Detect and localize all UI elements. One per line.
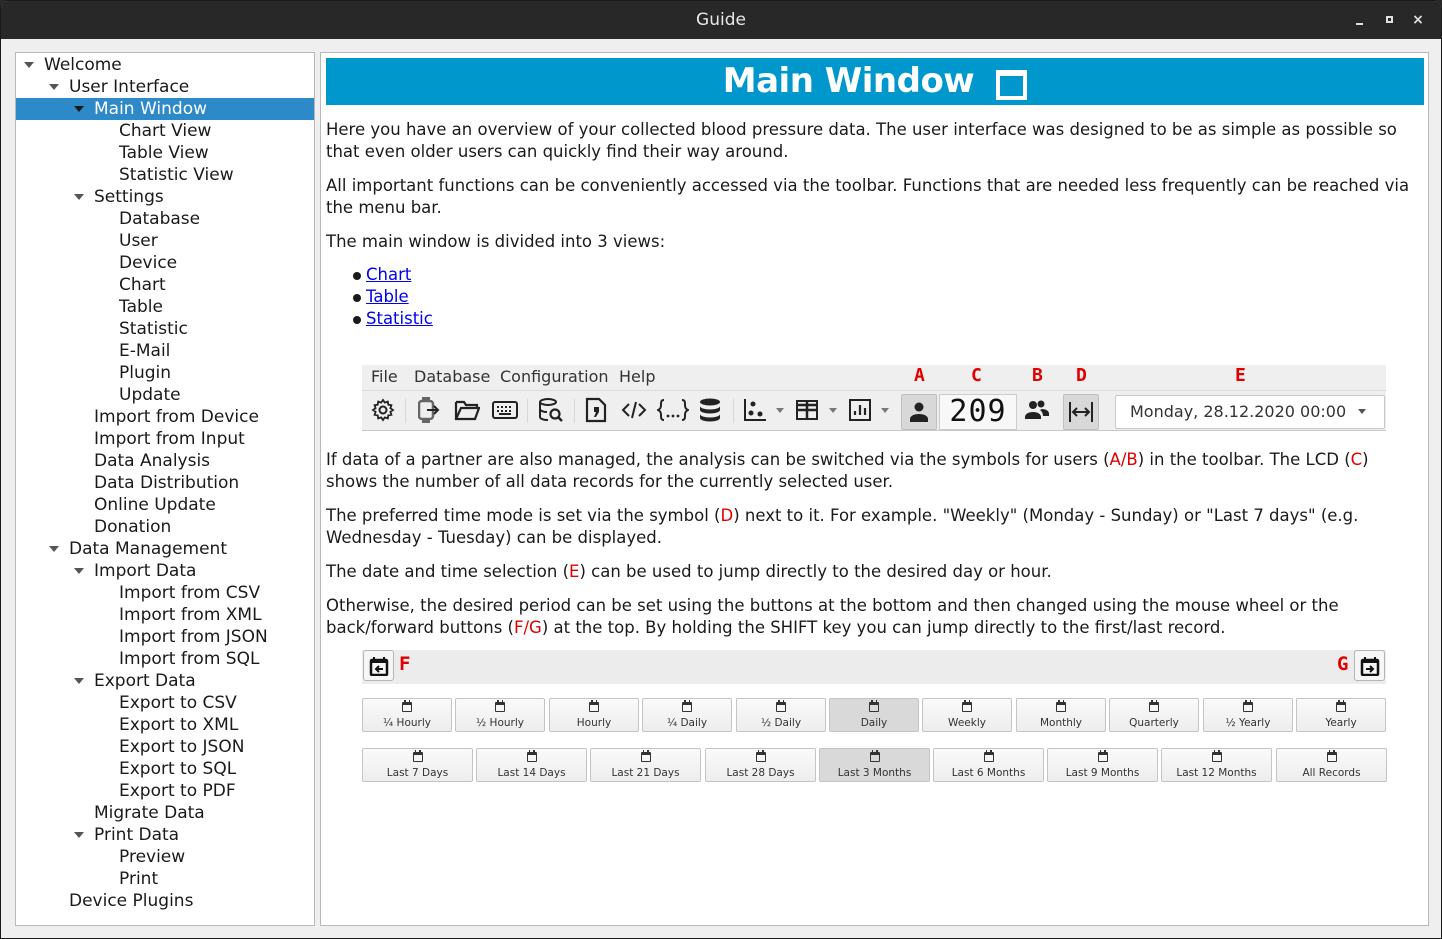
time-button-label: Quarterly	[1129, 717, 1179, 729]
navigation-bar-illustration	[362, 650, 1386, 684]
time-button-label: Last 6 Months	[951, 767, 1026, 779]
title-bar	[1, 1, 1441, 39]
annotation-e: E	[1235, 365, 1246, 386]
tree-item-online-update[interactable]	[16, 494, 314, 516]
help-topic-tree[interactable]	[15, 52, 315, 926]
tree-item-chart-view[interactable]	[16, 120, 314, 142]
intro-paragraph: Here you have an overview of your collected blood pressure data. The user interface was designed to be as simple as possible so that even older users can quickly find their way around.	[326, 120, 1397, 161]
divider	[527, 399, 528, 423]
database-stack-icon[interactable]	[695, 395, 725, 425]
tree-item-import-from-json[interactable]	[16, 626, 314, 648]
tree-item-label: User Interface	[69, 77, 190, 97]
tree-item-export-to-json[interactable]	[16, 736, 314, 758]
menu-help[interactable]: Help	[619, 367, 656, 386]
calendar-icon	[1149, 702, 1159, 712]
time-mode-icon[interactable]	[1063, 394, 1099, 430]
tree-item-export-to-pdf[interactable]	[16, 780, 314, 802]
window-title: Guide	[696, 10, 746, 30]
time-button-monthly[interactable]	[1016, 698, 1106, 732]
time-mode-paragraph: The preferred time mode is set via the symbol (D) next to it. For example. "Weekly" (Monday - Sunday) or "Last 7 days" (e.g. Wednesday - Tuesday) can be displayed.	[326, 506, 1359, 547]
tree-item-table[interactable]	[16, 296, 314, 318]
time-button--yearly[interactable]	[1203, 698, 1293, 732]
annotation-c: C	[971, 365, 982, 386]
expand-arrow-icon[interactable]	[24, 62, 34, 68]
tree-item-export-data[interactable]	[16, 670, 314, 692]
bar-chart-icon[interactable]	[845, 395, 875, 425]
tree-item-label: Preview	[119, 847, 186, 867]
date-time-value: Monday, 28.12.2020 00:00	[1130, 402, 1347, 421]
tree-item-device-plugins[interactable]	[16, 890, 314, 912]
annotation-f: F	[399, 653, 411, 675]
time-button-last-28-days[interactable]	[705, 748, 816, 782]
tree-item-label: Device	[119, 253, 178, 273]
time-button-last-7-days[interactable]	[362, 748, 473, 782]
tree-item-table-view[interactable]	[16, 142, 314, 164]
time-button-last-6-months[interactable]	[933, 748, 1044, 782]
tree-item-user[interactable]	[16, 230, 314, 252]
tree-item-import-from-xml[interactable]	[16, 604, 314, 626]
time-button--daily[interactable]	[642, 698, 732, 732]
code-xml-icon[interactable]	[619, 395, 649, 425]
tree-item-label: Update	[119, 385, 181, 405]
tree-item-export-to-xml[interactable]	[16, 714, 314, 736]
table-grid-icon[interactable]	[792, 395, 822, 425]
tree-item-label: Export to PDF	[119, 781, 236, 801]
tree-item-label: Table	[119, 297, 163, 317]
annotation-reference: A/B	[1109, 450, 1138, 469]
calendar-icon	[1327, 752, 1337, 762]
tree-item-label: Welcome	[44, 55, 122, 75]
file-export-icon[interactable]	[581, 395, 611, 425]
time-button-quarterly[interactable]	[1109, 698, 1199, 732]
calendar-forward-icon	[1360, 656, 1380, 676]
tree-item-label: Chart	[119, 275, 166, 295]
toolbar-paragraph: All important functions can be conveniently accessed via the toolbar. Functions that are needed less frequently can be reached via the menu bar.	[326, 176, 1410, 217]
tree-item-import-from-device[interactable]	[16, 406, 314, 428]
tree-item-label: Statistic View	[119, 165, 234, 185]
list-item	[353, 308, 433, 330]
tree-item-donation[interactable]	[16, 516, 314, 538]
gear-icon[interactable]	[368, 395, 398, 425]
tree-item-label: Import from XML	[119, 605, 262, 625]
tree-item-label: Print	[119, 869, 159, 889]
tree-item-label: Import Data	[94, 561, 197, 581]
annotation-reference: D	[720, 506, 734, 525]
tree-item-settings[interactable]	[16, 186, 314, 208]
calendar-icon	[402, 702, 412, 712]
chart-scatter-icon[interactable]	[740, 395, 770, 425]
annotation-reference: E	[569, 562, 580, 581]
calendar-icon	[682, 702, 692, 712]
annotation-a: A	[914, 365, 925, 386]
help-content	[320, 52, 1429, 926]
next-period-button[interactable]	[1354, 650, 1385, 681]
tree-item-import-data[interactable]	[16, 560, 314, 582]
menu-file[interactable]: File	[371, 367, 398, 386]
tree-item-label: Import from SQL	[119, 649, 260, 669]
tree-item-label: Export to XML	[119, 715, 239, 735]
list-item	[353, 286, 433, 308]
annotation-reference: F/G	[513, 618, 542, 637]
divider	[574, 399, 575, 423]
table-dropdown-icon[interactable]	[829, 408, 837, 413]
tree-item-data-management[interactable]	[16, 538, 314, 560]
tree-item-label: Plugin	[119, 363, 172, 383]
tree-item-import-from-csv[interactable]	[16, 582, 314, 604]
tree-item-label: Device Plugins	[69, 891, 194, 911]
tree-item-user-interface[interactable]	[16, 76, 314, 98]
calendar-back-icon	[369, 656, 389, 676]
json-braces-icon[interactable]	[656, 395, 690, 425]
tree-item-print[interactable]	[16, 868, 314, 890]
previous-period-button[interactable]	[363, 650, 394, 681]
time-button-label: Last 21 Days	[611, 767, 680, 779]
time-button--daily[interactable]	[736, 698, 826, 732]
calendar-icon	[641, 752, 651, 762]
calendar-icon	[1212, 752, 1222, 762]
tree-item-print-data[interactable]	[16, 824, 314, 846]
tree-item-label: Export to JSON	[119, 737, 245, 757]
expand-arrow-icon[interactable]	[74, 106, 84, 112]
tree-item-label: Import from Input	[94, 429, 245, 449]
annotation-b: B	[1032, 365, 1043, 386]
time-button-all-records[interactable]	[1276, 748, 1387, 782]
tree-item-label: Donation	[94, 517, 172, 537]
calendar-icon	[1098, 752, 1108, 762]
tree-item-plugin[interactable]	[16, 362, 314, 384]
window-icon	[996, 70, 1027, 100]
tree-item-label: Export Data	[94, 671, 196, 691]
expand-arrow-icon[interactable]	[49, 84, 59, 90]
page-title: Main Window	[722, 61, 975, 101]
tree-item-statistic-view[interactable]	[16, 164, 314, 186]
time-button-label: ½ Daily	[760, 717, 802, 729]
tree-item-database[interactable]	[16, 208, 314, 230]
calendar-icon	[869, 702, 879, 712]
time-button--hourly[interactable]	[455, 698, 545, 732]
tree-item-label: Settings	[94, 187, 164, 207]
time-button-last-21-days[interactable]	[590, 748, 701, 782]
tree-item-label: Import from Device	[94, 407, 259, 427]
tree-item-migrate-data[interactable]	[16, 802, 314, 824]
calendar-icon	[756, 752, 766, 762]
calendar-icon	[495, 702, 505, 712]
divider	[362, 390, 1386, 391]
tree-item-label: Online Update	[94, 495, 216, 515]
partner-paragraph: If data of a partner are also managed, the analysis can be switched via the symbols for users (A/B) in the toolbar. The LCD (C) shows the number of all data records for the currently selected user.	[326, 450, 1369, 491]
users-icon[interactable]	[1022, 395, 1052, 425]
tree-item-chart[interactable]	[16, 274, 314, 296]
calendar-icon	[984, 752, 994, 762]
tree-item-data-analysis[interactable]	[16, 450, 314, 472]
time-button-label: Monthly	[1039, 717, 1083, 729]
close-button[interactable]: ×	[1412, 12, 1424, 28]
statistic-dropdown-icon[interactable]	[881, 408, 889, 413]
time-button-label: Daily	[860, 717, 888, 729]
tree-item-import-from-sql[interactable]	[16, 648, 314, 670]
tree-item-preview[interactable]	[16, 846, 314, 868]
calendar-icon	[1336, 702, 1346, 712]
annotation-d: D	[1076, 365, 1087, 386]
date-time-selector[interactable]	[1115, 395, 1385, 429]
expand-arrow-icon[interactable]	[49, 546, 59, 552]
time-button-label: Last 7 Days	[386, 767, 449, 779]
time-button-label: ¼ Hourly	[383, 717, 431, 729]
tree-item-device[interactable]	[16, 252, 314, 274]
tree-item-import-from-input[interactable]	[16, 428, 314, 450]
views-paragraph: The main window is divided into 3 views:	[326, 232, 666, 251]
time-button-label: ½ Yearly	[1225, 717, 1271, 729]
divider	[405, 399, 406, 423]
expand-arrow-icon[interactable]	[74, 678, 84, 684]
tree-item-label: Import from CSV	[119, 583, 261, 603]
calendar-icon	[962, 702, 972, 712]
time-button-label: Yearly	[1325, 717, 1357, 729]
record-count-lcd: 209	[939, 394, 1017, 430]
maximize-button[interactable]	[1381, 11, 1399, 29]
expand-arrow-icon[interactable]	[74, 568, 84, 574]
chevron-down-icon[interactable]	[1358, 409, 1366, 414]
link-table[interactable]: Table	[366, 287, 409, 306]
tree-item-label: User	[119, 231, 158, 251]
tree-item-label: Data Distribution	[94, 473, 240, 493]
tree-item-label: E-Mail	[119, 341, 171, 361]
annotation-reference: C	[1350, 450, 1363, 469]
tree-item-label: Statistic	[119, 319, 188, 339]
navigation-paragraph: Otherwise, the desired period can be set using the buttons at the bottom and then changed using the mouse wheel or the back/forward buttons (F/G) at the top. By holding the SHIFT key you can jump directly to the first/last record.	[326, 596, 1339, 637]
calendar-icon	[776, 702, 786, 712]
time-button-label: Last 28 Days	[726, 767, 795, 779]
tree-item-statistic[interactable]	[16, 318, 314, 340]
tree-item-label: Main Window	[94, 99, 208, 119]
menu-configuration[interactable]: Configuration	[500, 367, 609, 386]
minimize-button[interactable]	[1351, 11, 1369, 29]
time-button-label: ½ Hourly	[476, 717, 524, 729]
calendar-icon	[589, 702, 599, 712]
tree-item-label: Print Data	[94, 825, 180, 845]
tree-item-label: Import from JSON	[119, 627, 268, 647]
chart-dropdown-icon[interactable]	[776, 408, 784, 413]
watch-import-icon[interactable]	[415, 395, 445, 425]
tree-item-update[interactable]	[16, 384, 314, 406]
time-button-last-12-months[interactable]	[1161, 748, 1272, 782]
calendar-icon	[870, 752, 880, 762]
tree-item-main-window[interactable]	[16, 98, 314, 120]
calendar-icon	[413, 752, 423, 762]
tree-item-export-to-sql[interactable]	[16, 758, 314, 780]
time-button-last-9-months[interactable]	[1047, 748, 1158, 782]
date-selection-paragraph: The date and time selection (E) can be used to jump directly to the desired day or hour.	[326, 562, 1052, 581]
page-banner	[326, 58, 1424, 105]
database-search-icon[interactable]	[536, 395, 566, 425]
calendar-icon	[1056, 702, 1066, 712]
tree-item-label: Database	[119, 209, 201, 229]
tree-item-label: Migrate Data	[94, 803, 205, 823]
tree-item-export-to-csv[interactable]	[16, 692, 314, 714]
link-chart[interactable]: Chart	[366, 265, 412, 284]
time-button--hourly[interactable]	[362, 698, 452, 732]
menu-database[interactable]: Database	[414, 367, 491, 386]
folder-open-icon[interactable]	[452, 395, 482, 425]
user-icon[interactable]	[901, 394, 937, 430]
time-button-label: Weekly	[948, 717, 986, 729]
tree-item-label: Data Analysis	[94, 451, 211, 471]
time-button-weekly[interactable]	[922, 698, 1012, 732]
toolbar-illustration	[362, 365, 1386, 431]
keyboard-icon[interactable]	[490, 395, 520, 425]
time-button-label: All Records	[1302, 767, 1361, 779]
link-statistic[interactable]: Statistic	[366, 309, 433, 328]
tree-item-label: Table View	[119, 143, 209, 163]
annotation-g: G	[1337, 653, 1349, 675]
time-button-last-14-days[interactable]	[476, 748, 587, 782]
time-button-label: Last 9 Months	[1065, 767, 1140, 779]
tree-item-label: Export to SQL	[119, 759, 237, 779]
time-button-label: Last 14 Days	[497, 767, 566, 779]
tree-item-welcome[interactable]	[16, 54, 314, 76]
time-button-last-3-months[interactable]	[819, 748, 930, 782]
calendar-icon	[527, 752, 537, 762]
time-button-yearly[interactable]	[1296, 698, 1386, 732]
list-item	[353, 264, 433, 286]
tree-item-label: Data Management	[69, 539, 227, 559]
time-button-hourly[interactable]	[549, 698, 639, 732]
tree-item-label: Chart View	[119, 121, 212, 141]
calendar-icon	[1243, 702, 1253, 712]
time-button-daily[interactable]	[829, 698, 919, 732]
time-button-label: ¼ Daily	[666, 717, 708, 729]
expand-arrow-icon[interactable]	[74, 832, 84, 838]
tree-item-e-mail[interactable]	[16, 340, 314, 362]
time-button-label: Hourly	[576, 717, 612, 729]
tree-item-data-distribution[interactable]	[16, 472, 314, 494]
divider	[733, 399, 734, 423]
time-button-label: Last 3 Months	[837, 767, 912, 779]
tree-item-label: Export to CSV	[119, 693, 237, 713]
views-list	[353, 264, 433, 330]
time-button-label: Last 12 Months	[1176, 767, 1257, 779]
expand-arrow-icon[interactable]	[74, 194, 84, 200]
